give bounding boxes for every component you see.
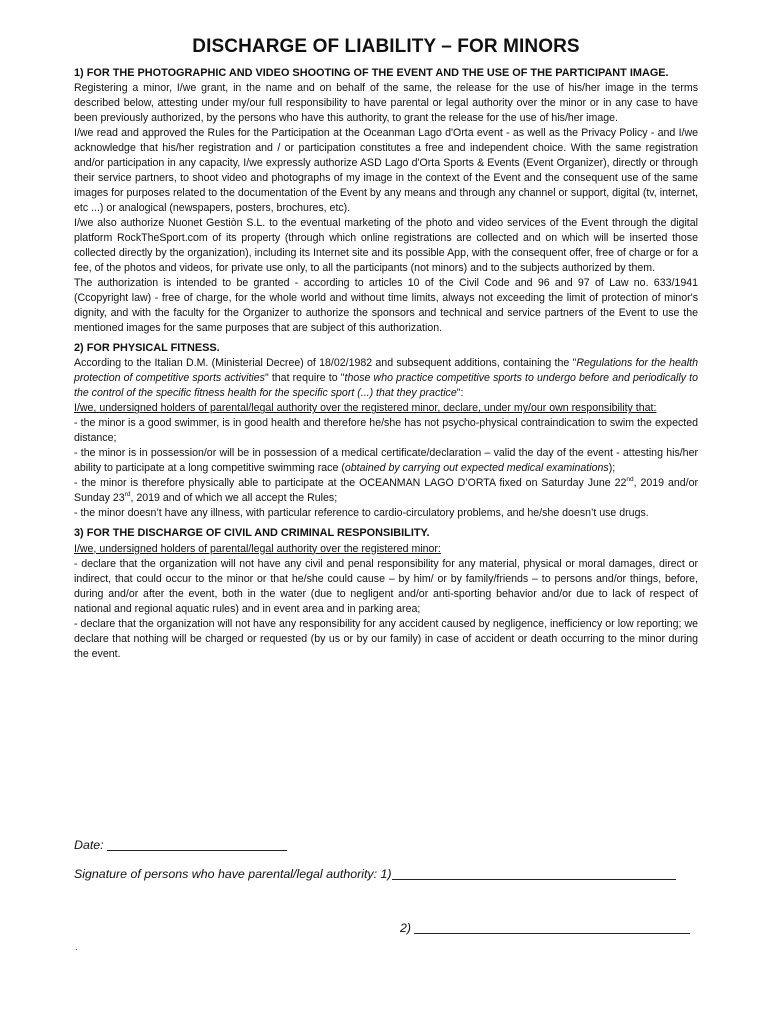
section-2-bullet-3: - the minor is therefore physically able to participate at the OCEANMAN LAGO D’ORTA fixed on Saturday June 22nd, 2019 and/or Sunday 23rd, 2019 and of which we all accept the Rules; bbox=[74, 476, 698, 505]
section-3-heading: 3) FOR THE DISCHARGE OF CIVIL AND CRIMINAL RESPONSIBILITY. bbox=[74, 527, 430, 540]
section-2-bullet-1: - the minor is a good swimmer, is in good health and therefore he/she has not psycho-physical contraindication to swim the expected distance; bbox=[74, 417, 698, 445]
section-2-declaration: I/we, undersigned holders of parental/legal authority over the registered minor, declare, under my/our own responsibility that: bbox=[74, 402, 657, 415]
section-2-bullet-4: - the minor doesn’t have any illness, with particular reference to cardio-circulatory problems, and he/she doesn’t use drugs. bbox=[74, 507, 649, 520]
section-2-heading: 2) FOR PHYSICAL FITNESS. bbox=[74, 342, 220, 355]
section-3-bullet-1: - declare that the organization will not have any civil and penal responsibility for any material, physical or moral damages, direct or indirect, that could occur to the minor or that he/she could cause – by him/ or by family/friends – to persons and/or things, before, during and/or after the event, both in the water (due to negligent and/or anti-sporting behavior and/or due to lack of respect of national and regional aquatic rules) and in event area and in parking area; bbox=[74, 557, 698, 615]
section-1-paragraph-1: Registering a minor, I/we grant, in the name and on behalf of the same, the release for the use of his/her image in the terms described below, attesting under my/our full responsibility to have parental or legal authority over the minor or in any case to have been previously authorized, by the persons who have this authority, to grant the release for the use of his/her image. bbox=[74, 82, 698, 125]
document-page bbox=[74, 36, 698, 662]
signature-1-field[interactable] bbox=[392, 867, 676, 880]
signature-line-1 bbox=[74, 867, 676, 881]
section-1-paragraph-2: I/we read and approved the Rules for the Participation at the Oceanman Lago d'Orta event - as well as the Privacy Policy - and I/we acknowledge that his/her registration and / or participation constitutes a free and independent choice. With the same registration and/or participation in any capacity, I/we expressly authorize ASD Lago d'Orta Sports & Events (Event Organizer), directly or through their service partners, to shoot video and photographs of my image in the context of the Event and the consequent use of the same images for purposes related to the documentation of the Event by any means and through any channel or support, digital (tv, internet, etc ...) or analogical (newspapers, posters, brochures, etc). bbox=[74, 127, 698, 215]
section-2-intro: According to the Italian D.M. (Ministerial Decree) of 18/02/1982 and subsequent additions, containing the "Regulations for the health protection of competitive sports activities" that require to "those who practice competitive sports to undergo before and periodically to the control of the specific fitness health for the specific sport (...) that they practice": bbox=[74, 357, 699, 400]
date-line bbox=[74, 838, 287, 852]
section-3-declaration: I/we, undersigned holders of parental/legal authority over the registered minor: bbox=[74, 542, 441, 555]
section-1-heading: 1) FOR THE PHOTOGRAPHIC AND VIDEO SHOOTING OF THE EVENT AND THE USE OF THE PARTICIPANT IMAGE. bbox=[74, 67, 669, 79]
section-2-bullet-2: - the minor is in possession/or will be in possession of a medical certificate/declaration – valid the day of the event - attesting his/her ability to participate at a long competitive swimming race (obtained by carrying out expected medical examinations); bbox=[74, 447, 698, 475]
date-label: Date: bbox=[74, 838, 104, 852]
signature-line-2 bbox=[400, 921, 690, 935]
document-title: DISCHARGE OF LIABILITY – FOR MINORS bbox=[192, 36, 580, 57]
signature-2-field[interactable] bbox=[414, 921, 690, 934]
date-field[interactable] bbox=[107, 838, 287, 851]
footer-mark: . bbox=[75, 942, 78, 952]
signature-2-label: 2) bbox=[400, 921, 412, 935]
signature-1-label: Signature of persons who have parental/legal authority: 1) bbox=[74, 867, 392, 881]
section-1-paragraph-4: The authorization is intended to be granted - according to articles 10 of the Civil Code and 96 and 97 of Law no. 633/1941 (Ccopyright law) - free of charge, for the whole world and without time limits, always not exceeding the limit of protection of minor's dignity, and with the faculty for the Organizer to authorize the sponsors and technical and service partners of the Event to use the mentioned images for the same purposes that are subject of this authorization. bbox=[74, 277, 698, 335]
section-3-bullet-2: - declare that the organization will not have any responsibility for any accident caused by negligence, inefficiency or low reporting; we declare that nothing will be charged or requested (by us or by our family) in case of accident or death occurring to the minor during the event. bbox=[74, 617, 698, 660]
section-1-paragraph-3: I/we also authorize Nuonet Gestiòn S.L. to the eventual marketing of the photo and video services of the Event through the digital platform RockTheSport.com of its property (through which online registrations are collected and on which will be inserted those collected directly by the organization), including its Internet site and its possible App, with the consequent offer, free of charge or for a fee, of the photos and videos, for private use only, to all the participants (not minors) and to the subjects authorized by them. bbox=[74, 217, 698, 275]
